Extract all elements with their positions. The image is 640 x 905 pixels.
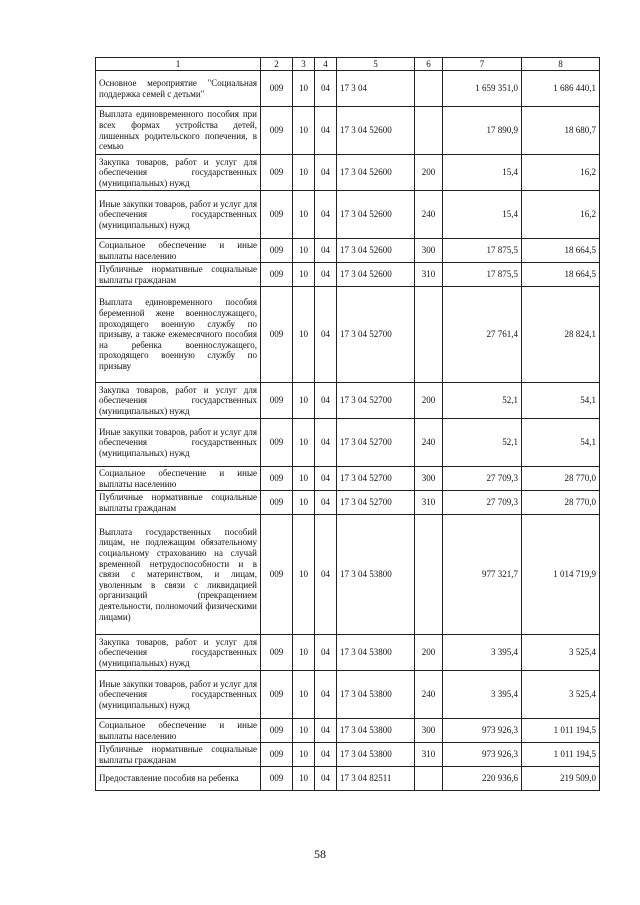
cell-csr: 17 3 04 53800 xyxy=(337,719,415,743)
cell-pr: 04 xyxy=(315,743,337,767)
cell-vr xyxy=(415,107,443,155)
cell-amount-year1: 15,4 xyxy=(443,155,522,191)
cell-amount-year2: 16,2 xyxy=(522,191,600,239)
cell-csr: 17 3 04 53800 xyxy=(337,743,415,767)
cell-amount-year1: 3 395,4 xyxy=(443,635,522,671)
cell-rz: 10 xyxy=(293,515,315,635)
row-name: Выплата единовременного пособия при всех формах устройства детей, лишенных родительского попечения, в семью xyxy=(96,107,261,155)
cell-rz: 10 xyxy=(293,767,315,791)
cell-pr: 04 xyxy=(315,515,337,635)
cell-amount-year2: 28 770,0 xyxy=(522,491,600,515)
cell-pr: 04 xyxy=(315,419,337,467)
cell-amount-year2: 18 664,5 xyxy=(522,263,600,287)
cell-pr: 04 xyxy=(315,467,337,491)
cell-ved: 009 xyxy=(261,743,293,767)
cell-ved: 009 xyxy=(261,71,293,107)
cell-csr: 17 3 04 53800 xyxy=(337,635,415,671)
cell-amount-year1: 17 890,9 xyxy=(443,107,522,155)
column-header: 5 xyxy=(337,58,415,71)
cell-rz: 10 xyxy=(293,239,315,263)
cell-rz: 10 xyxy=(293,71,315,107)
cell-rz: 10 xyxy=(293,107,315,155)
cell-pr: 04 xyxy=(315,671,337,719)
cell-vr xyxy=(415,71,443,107)
cell-csr: 17 3 04 53800 xyxy=(337,671,415,719)
cell-amount-year2: 18 680,7 xyxy=(522,107,600,155)
cell-ved: 009 xyxy=(261,767,293,791)
cell-csr: 17 3 04 52600 xyxy=(337,107,415,155)
cell-amount-year2: 1 011 194,5 xyxy=(522,719,600,743)
cell-ved: 009 xyxy=(261,491,293,515)
cell-amount-year1: 973 926,3 xyxy=(443,719,522,743)
table-row xyxy=(96,491,600,515)
cell-csr: 17 3 04 82511 xyxy=(337,767,415,791)
cell-amount-year2: 3 525,4 xyxy=(522,671,600,719)
cell-vr: 200 xyxy=(415,155,443,191)
cell-pr: 04 xyxy=(315,491,337,515)
cell-pr: 04 xyxy=(315,383,337,419)
cell-vr: 310 xyxy=(415,263,443,287)
cell-ved: 009 xyxy=(261,107,293,155)
cell-vr: 200 xyxy=(415,383,443,419)
cell-rz: 10 xyxy=(293,383,315,419)
row-name: Предоставление пособия на ребенка xyxy=(96,767,261,791)
cell-ved: 009 xyxy=(261,635,293,671)
cell-csr: 17 3 04 52600 xyxy=(337,239,415,263)
cell-vr: 300 xyxy=(415,719,443,743)
cell-csr: 17 3 04 52700 xyxy=(337,383,415,419)
cell-csr: 17 3 04 52700 xyxy=(337,491,415,515)
cell-vr: 300 xyxy=(415,239,443,263)
cell-ved: 009 xyxy=(261,719,293,743)
row-name: Публичные нормативные социальные выплаты гражданам xyxy=(96,743,261,767)
cell-ved: 009 xyxy=(261,263,293,287)
budget-table xyxy=(95,57,600,791)
table-row xyxy=(96,155,600,191)
cell-ved: 009 xyxy=(261,191,293,239)
column-header: 2 xyxy=(261,58,293,71)
cell-amount-year2: 28 770,0 xyxy=(522,467,600,491)
cell-pr: 04 xyxy=(315,191,337,239)
cell-amount-year2: 1 686 440,1 xyxy=(522,71,600,107)
cell-vr: 240 xyxy=(415,419,443,467)
row-name: Социальное обеспечение и иные выплаты населению xyxy=(96,467,261,491)
cell-ved: 009 xyxy=(261,155,293,191)
row-name: Закупка товаров, работ и услуг для обеспечения государственных (муниципальных) нужд xyxy=(96,155,261,191)
cell-amount-year2: 28 824,1 xyxy=(522,287,600,383)
column-header: 8 xyxy=(522,58,600,71)
cell-rz: 10 xyxy=(293,635,315,671)
cell-amount-year1: 3 395,4 xyxy=(443,671,522,719)
row-name: Основное мероприятие "Социальная поддержка семей с детьми" xyxy=(96,71,261,107)
row-name: Социальное обеспечение и иные выплаты населению xyxy=(96,239,261,263)
table-row xyxy=(96,383,600,419)
cell-vr: 300 xyxy=(415,467,443,491)
cell-rz: 10 xyxy=(293,719,315,743)
cell-vr xyxy=(415,515,443,635)
cell-rz: 10 xyxy=(293,287,315,383)
row-name: Выплата единовременного пособия беременной жене военнослужащего, проходящего военную службу по призыву, а также ежемесячного пособия на ребенка военнослужащего, проходящего военную службу по призыву xyxy=(96,287,261,383)
cell-pr: 04 xyxy=(315,155,337,191)
column-header: 1 xyxy=(96,58,261,71)
cell-amount-year2: 3 525,4 xyxy=(522,635,600,671)
table-row xyxy=(96,191,600,239)
table-row xyxy=(96,743,600,767)
cell-amount-year1: 973 926,3 xyxy=(443,743,522,767)
table-row xyxy=(96,671,600,719)
table-row xyxy=(96,287,600,383)
cell-amount-year1: 52,1 xyxy=(443,419,522,467)
cell-rz: 10 xyxy=(293,155,315,191)
cell-amount-year1: 27 761,4 xyxy=(443,287,522,383)
cell-vr: 310 xyxy=(415,743,443,767)
table-row xyxy=(96,467,600,491)
cell-csr: 17 3 04 52600 xyxy=(337,155,415,191)
cell-rz: 10 xyxy=(293,671,315,719)
cell-vr xyxy=(415,287,443,383)
cell-amount-year2: 54,1 xyxy=(522,419,600,467)
cell-amount-year2: 16,2 xyxy=(522,155,600,191)
cell-amount-year1: 52,1 xyxy=(443,383,522,419)
cell-amount-year1: 1 659 351,0 xyxy=(443,71,522,107)
cell-amount-year2: 1 011 194,5 xyxy=(522,743,600,767)
cell-amount-year1: 27 709,3 xyxy=(443,467,522,491)
cell-pr: 04 xyxy=(315,719,337,743)
cell-amount-year1: 17 875,5 xyxy=(443,239,522,263)
row-name: Закупка товаров, работ и услуг для обеспечения государственных (муниципальных) нужд xyxy=(96,383,261,419)
cell-pr: 04 xyxy=(315,263,337,287)
cell-ved: 009 xyxy=(261,467,293,491)
cell-ved: 009 xyxy=(261,383,293,419)
cell-amount-year1: 15,4 xyxy=(443,191,522,239)
cell-csr: 17 3 04 52700 xyxy=(337,467,415,491)
table-row xyxy=(96,515,600,635)
page-number: 58 xyxy=(314,847,326,861)
cell-pr: 04 xyxy=(315,71,337,107)
table-row xyxy=(96,239,600,263)
cell-amount-year2: 1 014 719,9 xyxy=(522,515,600,635)
cell-vr xyxy=(415,767,443,791)
cell-csr: 17 3 04 53800 xyxy=(337,515,415,635)
cell-csr: 17 3 04 52700 xyxy=(337,287,415,383)
cell-vr: 310 xyxy=(415,491,443,515)
cell-rz: 10 xyxy=(293,419,315,467)
cell-vr: 240 xyxy=(415,671,443,719)
cell-amount-year1: 17 875,5 xyxy=(443,263,522,287)
table-row xyxy=(96,635,600,671)
table-row xyxy=(96,107,600,155)
cell-rz: 10 xyxy=(293,191,315,239)
row-name: Иные закупки товаров, работ и услуг для обеспечения государственных (муниципальных) нужд xyxy=(96,419,261,467)
table-row xyxy=(96,419,600,467)
row-name: Закупка товаров, работ и услуг для обеспечения государственных (муниципальных) нужд xyxy=(96,635,261,671)
table-body xyxy=(96,71,600,791)
cell-amount-year1: 27 709,3 xyxy=(443,491,522,515)
cell-amount-year1: 977 321,7 xyxy=(443,515,522,635)
cell-ved: 009 xyxy=(261,515,293,635)
cell-pr: 04 xyxy=(315,239,337,263)
cell-ved: 009 xyxy=(261,671,293,719)
cell-amount-year2: 219 509,0 xyxy=(522,767,600,791)
cell-csr: 17 3 04 52600 xyxy=(337,263,415,287)
cell-ved: 009 xyxy=(261,287,293,383)
cell-rz: 10 xyxy=(293,467,315,491)
cell-csr: 17 3 04 52700 xyxy=(337,419,415,467)
cell-amount-year2: 54,1 xyxy=(522,383,600,419)
table-header-row xyxy=(96,58,600,71)
row-name: Иные закупки товаров, работ и услуг для обеспечения государственных (муниципальных) нужд xyxy=(96,671,261,719)
cell-vr: 240 xyxy=(415,191,443,239)
cell-rz: 10 xyxy=(293,491,315,515)
cell-csr: 17 3 04 52600 xyxy=(337,191,415,239)
cell-pr: 04 xyxy=(315,767,337,791)
cell-ved: 009 xyxy=(261,419,293,467)
table-row xyxy=(96,263,600,287)
table-row xyxy=(96,719,600,743)
column-header: 6 xyxy=(415,58,443,71)
table-row xyxy=(96,71,600,107)
cell-vr: 200 xyxy=(415,635,443,671)
cell-pr: 04 xyxy=(315,287,337,383)
cell-amount-year2: 18 664,5 xyxy=(522,239,600,263)
cell-amount-year1: 220 936,6 xyxy=(443,767,522,791)
column-header: 3 xyxy=(293,58,315,71)
cell-rz: 10 xyxy=(293,263,315,287)
row-name: Иные закупки товаров, работ и услуг для обеспечения государственных (муниципальных) нужд xyxy=(96,191,261,239)
table-row xyxy=(96,767,600,791)
row-name: Публичные нормативные социальные выплаты гражданам xyxy=(96,263,261,287)
cell-rz: 10 xyxy=(293,743,315,767)
cell-csr: 17 3 04 xyxy=(337,71,415,107)
cell-pr: 04 xyxy=(315,107,337,155)
cell-pr: 04 xyxy=(315,635,337,671)
column-header: 4 xyxy=(315,58,337,71)
column-header: 7 xyxy=(443,58,522,71)
row-name: Социальное обеспечение и иные выплаты населению xyxy=(96,719,261,743)
row-name: Выплата государственных пособий лицам, не подлежащим обязательному социальному страхованию на случай временной нетрудоспособности и в связи с материнством, и лицам, уволенным в связи с ликвидацией организаций (прекращением деятельности, полномочий физическими лицами) xyxy=(96,515,261,635)
cell-ved: 009 xyxy=(261,239,293,263)
row-name: Публичные нормативные социальные выплаты гражданам xyxy=(96,491,261,515)
